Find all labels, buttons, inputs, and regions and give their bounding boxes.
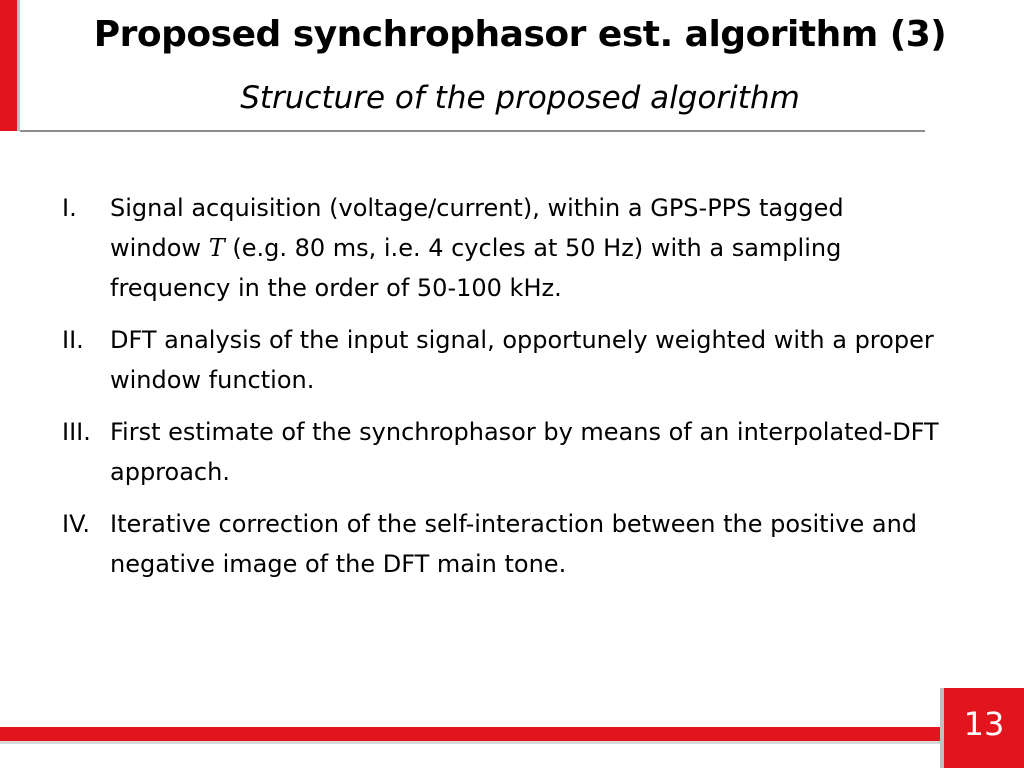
page-number: 13 (963, 705, 1005, 743)
slide-title: Proposed synchrophasor est. algorithm (3) (93, 14, 947, 55)
step-text: Iterative correction of the self-interaction between the positive and negative image of the DFT main tone. (110, 510, 918, 578)
left-accent-bar (0, 0, 17, 131)
step-numeral: IV. (62, 510, 91, 538)
step-text: DFT analysis of the input signal, opportunely weighted with a proper window function. (110, 326, 934, 394)
bottom-accent-bar (0, 727, 1024, 741)
slide-subtitle: Structure of the proposed algorithm (240, 80, 800, 116)
step-numeral: I. (62, 194, 77, 222)
title-divider (20, 130, 925, 132)
list-item (62, 188, 942, 308)
step-text-before: Signal acquisition (voltage/current), within a GPS-PPS tagged window (110, 194, 844, 262)
bottom-bar-shadow (0, 741, 1024, 744)
step-numeral: II. (62, 326, 84, 354)
step-text-after: (e.g. 80 ms, i.e. 4 cycles at 50 Hz) with a sampling frequency in the order of 50-100 kHz. (110, 234, 842, 302)
window-variable: T (208, 234, 225, 262)
title-block (20, 0, 1020, 131)
step-text: First estimate of the synchrophasor by means of an interpolated-DFT approach. (110, 418, 939, 486)
list-item (62, 412, 942, 492)
step-numeral: III. (62, 418, 91, 446)
list-item (62, 320, 942, 400)
list-item (62, 504, 942, 584)
algorithm-steps-list (62, 188, 942, 596)
